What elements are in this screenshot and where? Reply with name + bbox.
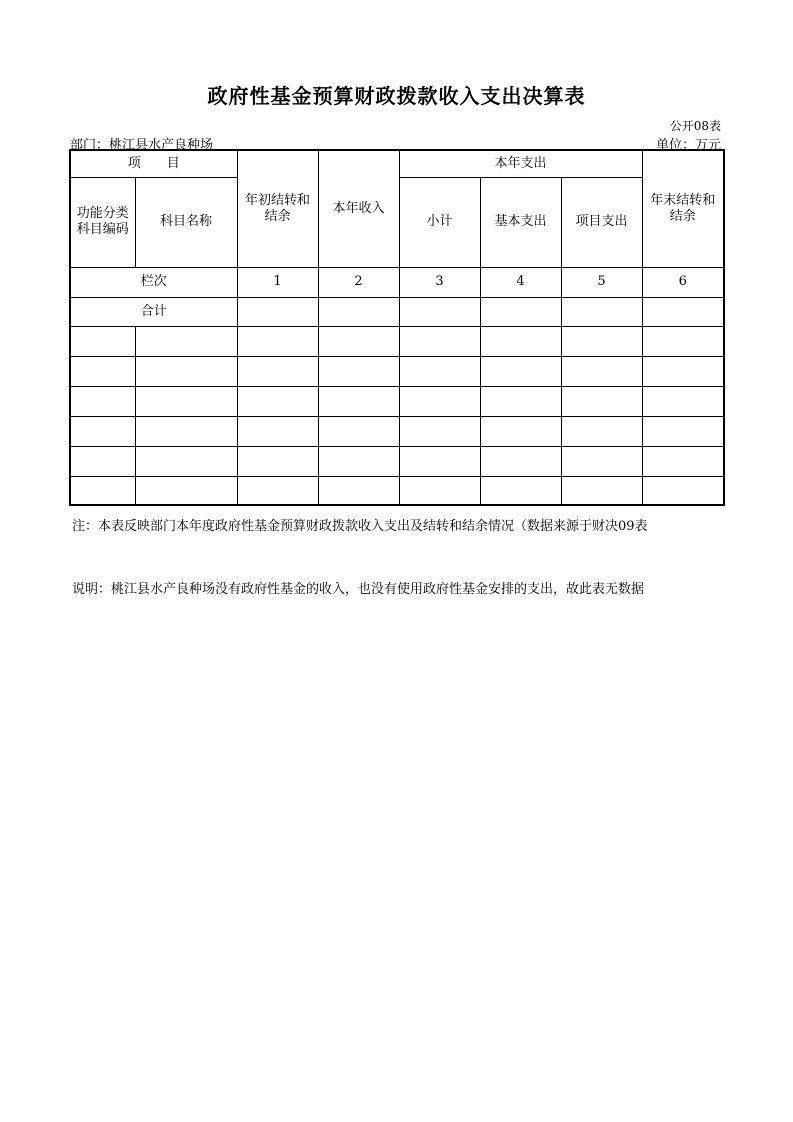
table-cell xyxy=(135,386,237,416)
table-cell xyxy=(561,297,642,326)
table-cell xyxy=(237,297,318,326)
table-row xyxy=(70,446,724,476)
column-number: 3 xyxy=(399,267,480,297)
header-subtotal: 小计 xyxy=(399,177,480,267)
table-cell xyxy=(642,356,724,386)
table-row xyxy=(70,326,724,356)
header-project: 项目支出 xyxy=(561,177,642,267)
table-cell xyxy=(135,326,237,356)
header-basic: 基本支出 xyxy=(480,177,561,267)
table-cell xyxy=(642,326,724,356)
table-cell xyxy=(318,476,399,505)
table-cell xyxy=(318,356,399,386)
table-row xyxy=(70,386,724,416)
table-cell xyxy=(399,326,480,356)
header-opening-balance: 年初结转和结余 xyxy=(237,150,318,267)
table-cell xyxy=(480,446,561,476)
column-number: 1 xyxy=(237,267,318,297)
table-cell xyxy=(561,326,642,356)
table-explanation: 说明：桃江县水产良种场没有政府性基金的收入，也没有使用政府性基金安排的支出，故此表无数据 xyxy=(72,582,645,597)
table-row xyxy=(70,356,724,386)
table-cell xyxy=(70,446,135,476)
table-cell xyxy=(642,446,724,476)
table-cell xyxy=(135,446,237,476)
table-cell xyxy=(237,476,318,505)
table-cell xyxy=(480,476,561,505)
table-cell xyxy=(480,416,561,446)
column-number: 5 xyxy=(561,267,642,297)
column-number: 6 xyxy=(642,267,724,297)
table-cell xyxy=(561,386,642,416)
form-number: 公开08表 xyxy=(669,119,721,133)
header-code: 功能分类科目编码 xyxy=(70,177,135,267)
table-cell xyxy=(399,297,480,326)
table-cell xyxy=(399,386,480,416)
table-cell xyxy=(480,297,561,326)
table-cell xyxy=(318,297,399,326)
table-cell xyxy=(399,476,480,505)
table-cell xyxy=(237,386,318,416)
table-cell xyxy=(561,446,642,476)
table-row xyxy=(70,416,724,446)
table-cell xyxy=(399,416,480,446)
table-note: 注：本表反映部门本年度政府性基金预算财政拨款收入支出及结转和结余情况（数据来源于财决09表 xyxy=(72,519,648,534)
table-row xyxy=(70,476,724,505)
table-cell xyxy=(480,326,561,356)
column-number-label: 栏次 xyxy=(70,267,237,297)
table-cell xyxy=(561,356,642,386)
column-number: 2 xyxy=(318,267,399,297)
unit-label: 单位：万元 xyxy=(655,138,721,153)
table-cell xyxy=(70,386,135,416)
budget-table xyxy=(69,149,725,506)
header-name: 科目名称 xyxy=(135,177,237,267)
table-cell xyxy=(237,326,318,356)
table-cell xyxy=(237,416,318,446)
table-cell xyxy=(399,446,480,476)
department-label: 部门：桃江县水产良种场 xyxy=(70,138,214,153)
header-expenditure: 本年支出 xyxy=(399,150,642,177)
table-cell xyxy=(642,416,724,446)
total-label: 合计 xyxy=(70,297,237,326)
table-cell xyxy=(135,476,237,505)
table-cell xyxy=(561,416,642,446)
total-row xyxy=(70,297,724,326)
column-number: 4 xyxy=(480,267,561,297)
page-title: 政府性基金预算财政拨款收入支出决算表 xyxy=(207,84,586,108)
header-item: 项 目 xyxy=(70,150,237,177)
table-cell xyxy=(237,356,318,386)
header-closing-balance: 年末结转和结余 xyxy=(642,150,724,267)
table-cell xyxy=(70,356,135,386)
table-cell xyxy=(70,416,135,446)
table-cell xyxy=(318,416,399,446)
table-cell xyxy=(642,386,724,416)
header-income: 本年收入 xyxy=(318,150,399,267)
table-cell xyxy=(237,446,318,476)
column-number-row xyxy=(70,267,724,297)
table-cell xyxy=(480,356,561,386)
table-cell xyxy=(399,356,480,386)
table-cell xyxy=(135,416,237,446)
table-cell xyxy=(642,476,724,505)
table-cell xyxy=(70,326,135,356)
table-cell xyxy=(318,386,399,416)
table-cell xyxy=(318,446,399,476)
table-cell xyxy=(561,476,642,505)
table-cell xyxy=(480,386,561,416)
table-cell xyxy=(135,356,237,386)
table-cell xyxy=(642,297,724,326)
table-cell xyxy=(70,476,135,505)
table-cell xyxy=(318,326,399,356)
